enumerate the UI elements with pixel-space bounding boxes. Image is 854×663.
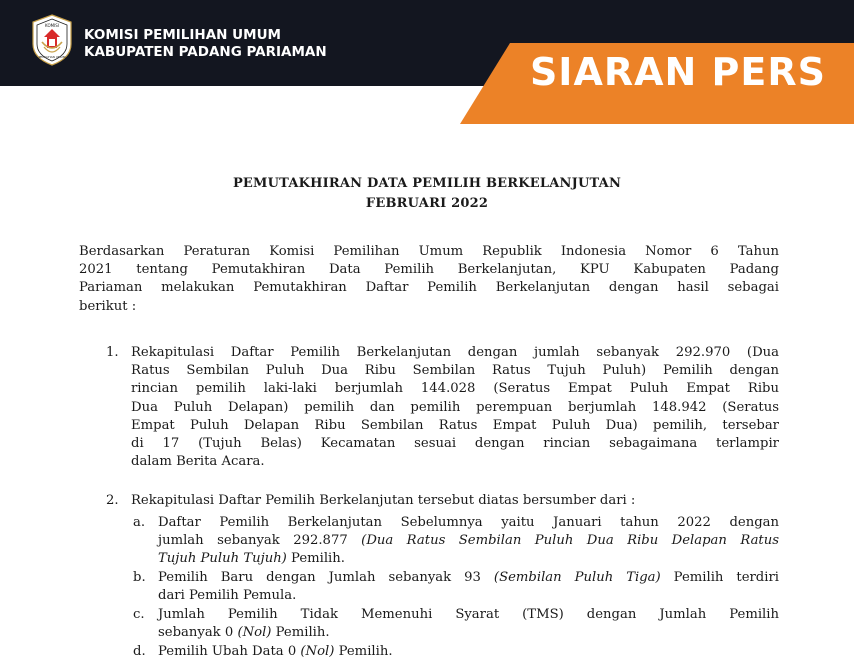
list-item-body [131,344,779,471]
sub-item-body [158,643,779,661]
sub-text: Pemilih. [286,551,345,567]
sub-line [158,532,779,550]
sub-italic-text: Tujuh Puluh Tujuh) [158,551,287,567]
sub-item-body [158,514,779,569]
org-name-line-1: KOMISI PEMILIHAN UMUM [84,27,281,43]
list-item-body [131,492,779,510]
document-title: PEMUTAKHIRAN DATA PEMILIH BERKELANJUTAN [232,176,622,191]
sub-text: Pemilih terdiri [660,570,779,585]
intro-line: berikut : [79,298,137,314]
intro-line: Berdasarkan Peraturan Komisi Pemilihan Umum Republik Indonesia Nomor 6 Tahun [79,244,779,259]
list-number: 2. [106,493,119,508]
sub-letter: d. [133,644,146,659]
sub-italic-text: (Dua Ratus Sembilan Puluh Dua Ribu Delapan Ratus [361,533,779,549]
logo-bottom-text: PEMILIHAN UMUM [38,55,66,59]
sub-letter: c. [133,607,145,622]
list-line: Dua Puluh Delapan) pemilih dan pemilih perempuan berjumlah 148.942 (Seratus [131,399,779,415]
list-line: Rekapitulasi Daftar Pemilih Berkelanjutan dengan jumlah sebanyak 292.970 (Dua [131,345,779,360]
sub-text: Pemilih Baru dengan Jumlah sebanyak 93 [158,570,494,585]
list-line: rincian pemilih laki-laki berjumlah 144.028 (Seratus Empat Puluh Empat Ribu [131,381,779,397]
sub-letter: b. [133,570,146,585]
sub-line: Daftar Pemilih Berkelanjutan Sebelumnya yaitu Januari tahun 2022 dengan [158,515,779,530]
sub-text: Pemilih. [334,644,393,659]
logo-top-text: KOMISI [45,23,59,28]
sub-line [158,643,779,661]
sub-italic-text: (Nol) [300,644,335,659]
list-line: Ratus Sembilan Puluh Dua Ribu Sembilan Ratus Tujuh Puluh) Pemilih dengan [131,363,779,379]
sub-item-body [158,606,779,642]
sub-italic-text: (Nol) [237,625,272,641]
sub-text: Pemilih. [271,625,330,641]
sub-line: dari Pemilih Pemula. [158,588,297,604]
intro-line: Pariaman melakukan Pemutakhiran Daftar Pemilih Berkelanjutan dengan hasil sebagai [79,280,779,296]
sub-text: Pemilih Ubah Data 0 [158,644,301,659]
sub-line [158,624,779,642]
list-line: Rekapitulasi Daftar Pemilih Berkelanjutan tersebut diatas bersumber dari : [131,493,636,508]
list-line: di 17 (Tujuh Belas) Kecamatan sesuai dengan rincian sebagaimana terlampir [131,436,779,452]
siaran-pers-banner: SIARAN PERS [529,50,826,94]
intro-line: 2021 tentang Pemutakhiran Data Pemilih Berkelanjutan, KPU Kabupaten Padang [79,262,779,278]
sub-text: jumlah sebanyak 292.877 [158,533,362,549]
list-line: Empat Puluh Delapan Ribu Sembilan Ratus Empat Puluh Dua) pemilih, tersebar [131,417,779,433]
document-subtitle: FEBRUARI 2022 [365,196,489,211]
sub-line: Jumlah Pemilih Tidak Memenuhi Syarat (TMS) dengan Jumlah Pemilih [158,607,779,622]
intro-paragraph [79,243,779,316]
list-line: dalam Berita Acara. [131,454,265,470]
sub-line [158,569,779,587]
kpu-logo-icon [30,14,74,66]
header [0,0,854,124]
sub-item-body [158,569,779,605]
org-name-line-2: KABUPATEN PADANG PARIAMAN [84,44,327,60]
sub-italic-text: (Sembilan Puluh Tiga) [493,570,661,585]
sub-text: sebanyak 0 [158,625,238,641]
list-number: 1. [106,345,119,360]
sub-letter: a. [133,515,146,530]
sub-line [158,550,779,568]
